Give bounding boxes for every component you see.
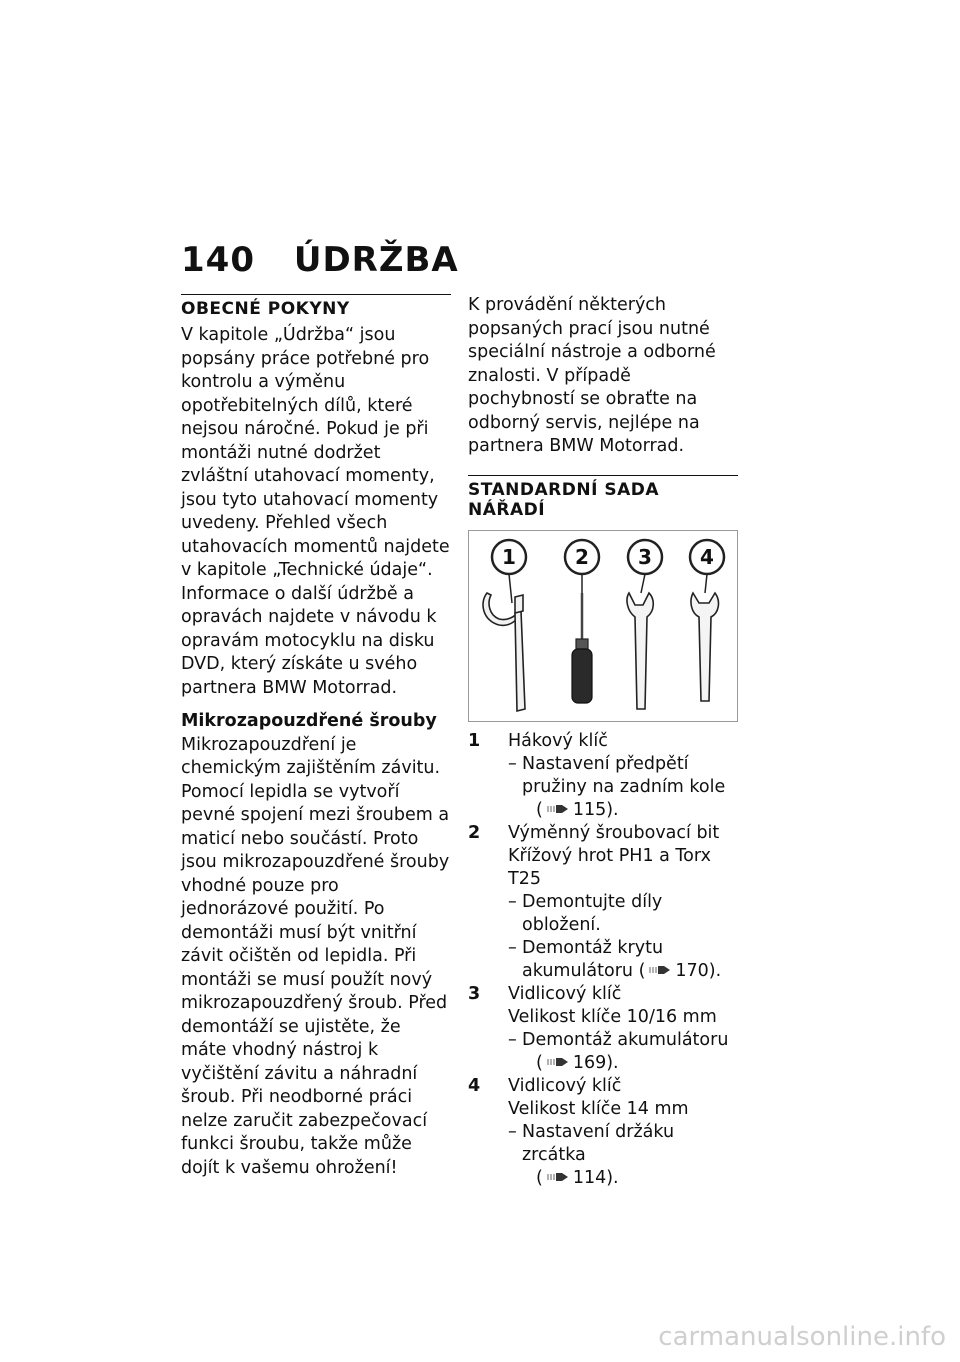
watermark: carmanualsonline.info — [658, 1322, 946, 1352]
tool-item — [468, 730, 738, 822]
tool-name: Výměnný šroubovací bit — [508, 822, 720, 843]
page-reference[interactable]: 170). — [675, 960, 722, 981]
page-reference[interactable]: 169). — [572, 1052, 619, 1073]
page-reference-arrow-icon — [649, 963, 671, 977]
tool-item — [468, 983, 738, 1075]
tool-spec: Velikost klíče 10/16 mm — [508, 1006, 717, 1027]
microencapsulated-paragraph: Mikrozapouzdření je chemickým zajištěním závitu. Pomocí lepidla se vytvoří pevné spojení mezi šroubem a maticí nebo součástí. Proto jsou mikrozapouzdřené šrouby vhodné pouze pro jednorázové použití. Po demontáži musí být vnitřní závit očištěn od lepidla. Při montáži se musí použít nový mikrozapouzdřený šroub. Před demontáží se ujistěte, že máte vhodný nástroj k vyčištění závitu a náhradní šroub. Při neodborné práci nelze zaručit zabezpečovací funkci šroubu, takže může dojít k vašemu ohrožení! — [181, 734, 450, 1178]
tool-list — [468, 730, 738, 1190]
section-title-toolkit: STANDARDNÍ SADA NÁŘADÍ — [468, 479, 660, 520]
callout-2: 2 — [575, 544, 589, 569]
left-column — [181, 294, 451, 1190]
tool-usage-text: Demontáž akumulátoru — [522, 1029, 729, 1050]
toolkit-illustration — [468, 530, 738, 722]
page-reference-arrow-icon — [547, 1170, 569, 1184]
page-header — [181, 240, 459, 280]
toolkit-drawing — [469, 531, 737, 721]
tool-spec: Křížový hrot PH1 a Torx T25 — [508, 845, 711, 889]
tool-name: Vidlicový klíč — [508, 1075, 622, 1096]
subheading-microencapsulated-screws: Mikrozapouzdřené šrouby — [181, 711, 437, 731]
tool-usage: – Nastavení držáku zrcátka ( 114). — [508, 1121, 675, 1188]
right-column — [468, 294, 738, 1190]
tool-usage-text: Demontáž krytu akumulátoru — [522, 937, 664, 981]
tool-usage: – Demontáž krytu akumulátoru ( 170). — [508, 937, 722, 981]
tool-usage-text: Nastavení předpětí pružiny na zadním kole — [522, 753, 726, 797]
page-reference[interactable]: 114). — [572, 1167, 619, 1188]
chapter-title: ÚDRŽBA — [293, 240, 459, 280]
tool-item — [468, 1075, 738, 1190]
tool-number: 4 — [468, 1075, 481, 1096]
tool-spec: Velikost klíče 14 mm — [508, 1098, 689, 1119]
section-divider — [468, 475, 738, 476]
tool-usage-text: Demontujte díly obložení. — [522, 891, 663, 935]
section-divider — [181, 294, 451, 295]
tool-number: 1 — [468, 730, 481, 751]
callout-3: 3 — [638, 544, 652, 569]
general-paragraph: V kapitole „Údržba“ jsou popsány práce potřebné pro kontrolu a výměnu opotřebitelných dílů, které nejsou náročné. Pokud je při montáži nutné dodržet zvláštní utahovací momenty, jsou tyto utahovací momenty uvedeny. Přehled všech utahovacích momentů najdete v kapitole „Technické údaje“. Informace o další údržbě a opravách najdete v návodu k opravám motocyklu na disku DVD, který získáte u svého partnera BMW Motorrad. — [181, 325, 450, 698]
tool-usage: – Demontujte díly obložení. — [508, 891, 738, 937]
section-title-general: OBECNÉ POKYNY — [181, 299, 350, 319]
tool-usage-text: Nastavení držáku zrcátka — [522, 1121, 675, 1165]
tool-usage: – Nastavení předpětí pružiny na zadním kole ( 115). — [508, 753, 726, 820]
tool-name: Vidlicový klíč — [508, 983, 622, 1004]
tool-usage: – Demontáž akumulátoru ( 169). — [508, 1029, 729, 1073]
callout-1: 1 — [502, 544, 516, 569]
page-reference-arrow-icon — [547, 802, 569, 816]
tool-name: Hákový klíč — [508, 730, 608, 751]
callout-4: 4 — [700, 544, 714, 569]
page-number: 140 — [181, 240, 255, 280]
page-reference-arrow-icon — [547, 1055, 569, 1069]
tool-item — [468, 822, 738, 983]
tool-number: 3 — [468, 983, 481, 1004]
tool-number: 2 — [468, 822, 481, 843]
page-reference[interactable]: 115). — [572, 799, 619, 820]
special-tools-paragraph: K provádění některých popsaných prací jsou nutné speciální nástroje a odborné znalosti. V případě pochybností se obraťte na odborný servis, nejlépe na partnera BMW Motorrad. — [468, 295, 716, 456]
